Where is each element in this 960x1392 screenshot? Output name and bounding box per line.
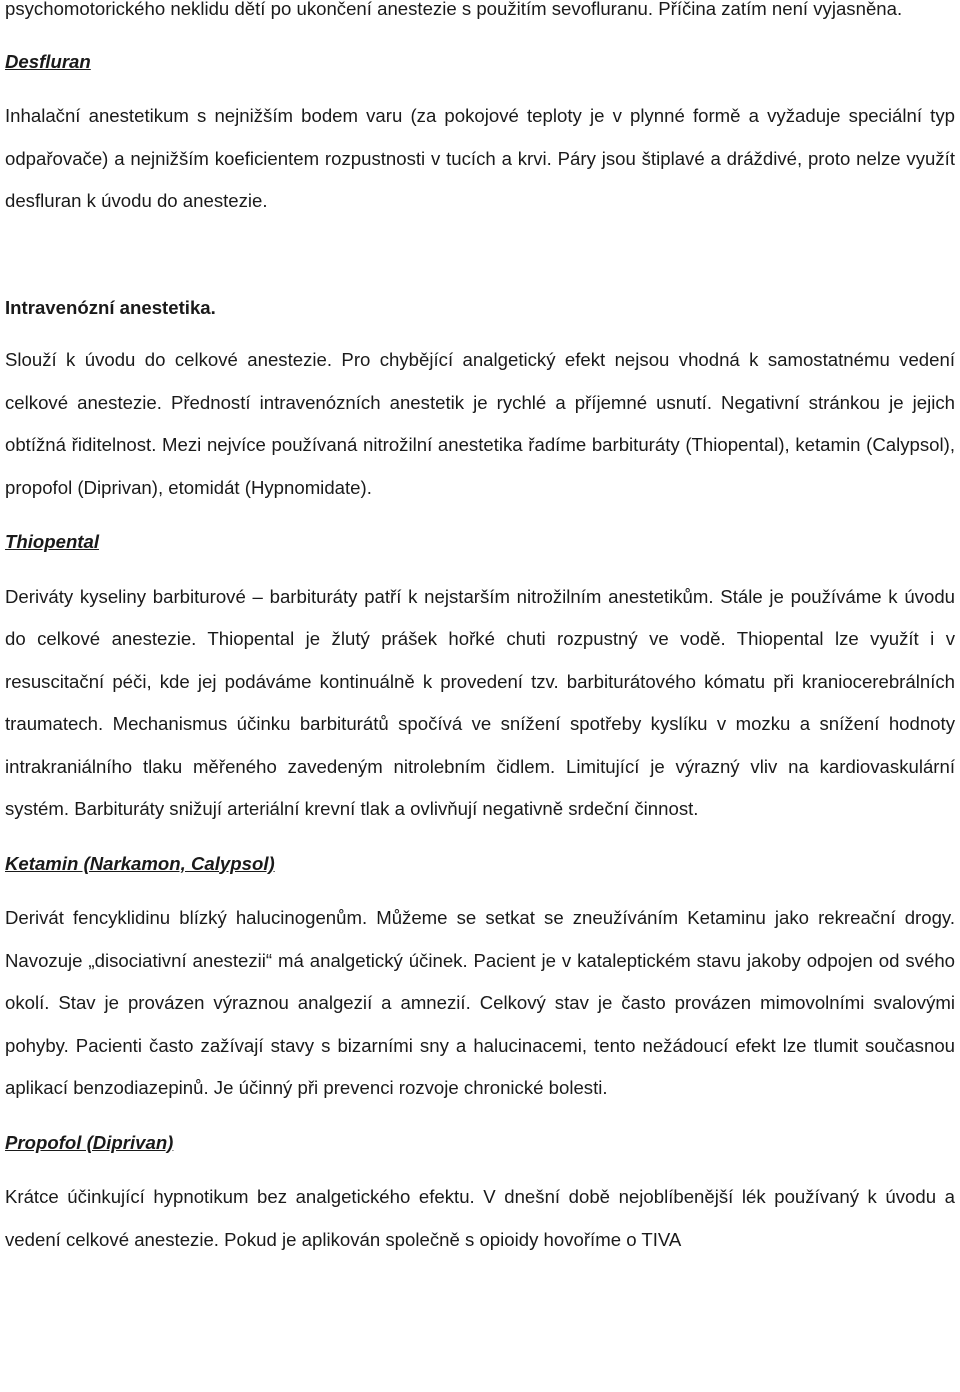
thiopental-paragraph: Deriváty kyseliny barbiturové – barbituráty patří k nejstarším nitrožilním anestetikům. Stále je používáme k úvodu do celkové anestezie. Thiopental je žlutý prášek hořké chuti rozpustný ve vodě. Thiopental lze využít i v resuscitační péči, kde jej podáváme kontinuálně k provedení tzv. barbiturátového kómatu při kraniocerebrálních traumatech. Mechanismus účinku barbiturátů spočívá ve snížení spotřeby kyslíku v mozku a snížení hodnoty intrakraniálního tlaku měřeného zavedeným nitrolebním čidlem. Limitující je výrazný vliv na kardiovaskulární systém. Barbituráty snižují arteriální krevní tlak a ovlivňují negativně srdeční činnost. [5, 585, 955, 819]
heading-ketamin: Ketamin (Narkamon, Calypsol) [5, 852, 275, 874]
heading-thiopental: Thiopental [5, 531, 99, 552]
ketamin-paragraph: Derivát fencyklidinu blízký halucinogenům. Můžeme se setkat se zneužíváním Ketaminu jako rekreační drogy. Navozuje „disociativní anestezii“ má analgetický účinek. Pacient je v kataleptickém stavu jakoby odpojen od svého okolí. Stav je provázen výraznou analgezií a amnezií. Celkový stav je často provázen mimovolními svalovými pohyby. Pacienti často zažívají stavy s bizarními sny a halucinacemi, tento nežádoucí efekt lze tlumit současnou aplikací benzodiazepinů. Je účinný při prevenci rozvoje chronické bolesti. [5, 907, 955, 1098]
heading-intravenous: Intravenózní anestetika. [5, 296, 216, 318]
intro-paragraph: psychomotorického neklidu dětí po ukončení anestezie s použitím sevofluranu. Příčina zatím není vyjasněna. [5, 0, 903, 19]
intravenous-paragraph: Slouží k úvodu do celkové anestezie. Pro chybějící analgetický efekt nejsou vhodná k samostatnému vedení celkové anestezie. Předností intravenózních anestetik je rychlé a příjemné usnutí. Negativní stránkou je jejich obtížná řiditelnost. Mezi nejvíce používaná nitrožilní anestetika řadíme barbituráty (Thiopental), ketamin (Calypsol), propofol (Diprivan), etomidát (Hypnomidate). [5, 349, 955, 498]
heading-propofol: Propofol (Diprivan) [5, 1131, 174, 1153]
propofol-paragraph: Krátce účinkující hypnotikum bez analgetického efektu. V dnešní době nejoblíbenější lék používaný k úvodu a vedení celkové anestezie. Pokud je aplikován společně s opioidy hovoříme o TIVA [5, 1186, 955, 1250]
heading-desfluran: Desfluran [5, 50, 91, 72]
document-page [5, 0, 955, 1261]
desfluran-paragraph: Inhalační anestetikum s nejnižším bodem varu (za pokojové teploty je v plynné formě a vyžaduje speciální typ odpařovače) a nejnižším koeficientem rozpustnosti v tucích a krvi. Páry jsou štiplavé a dráždivé, proto nelze využít desfluran k úvodu do anestezie. [5, 105, 955, 211]
